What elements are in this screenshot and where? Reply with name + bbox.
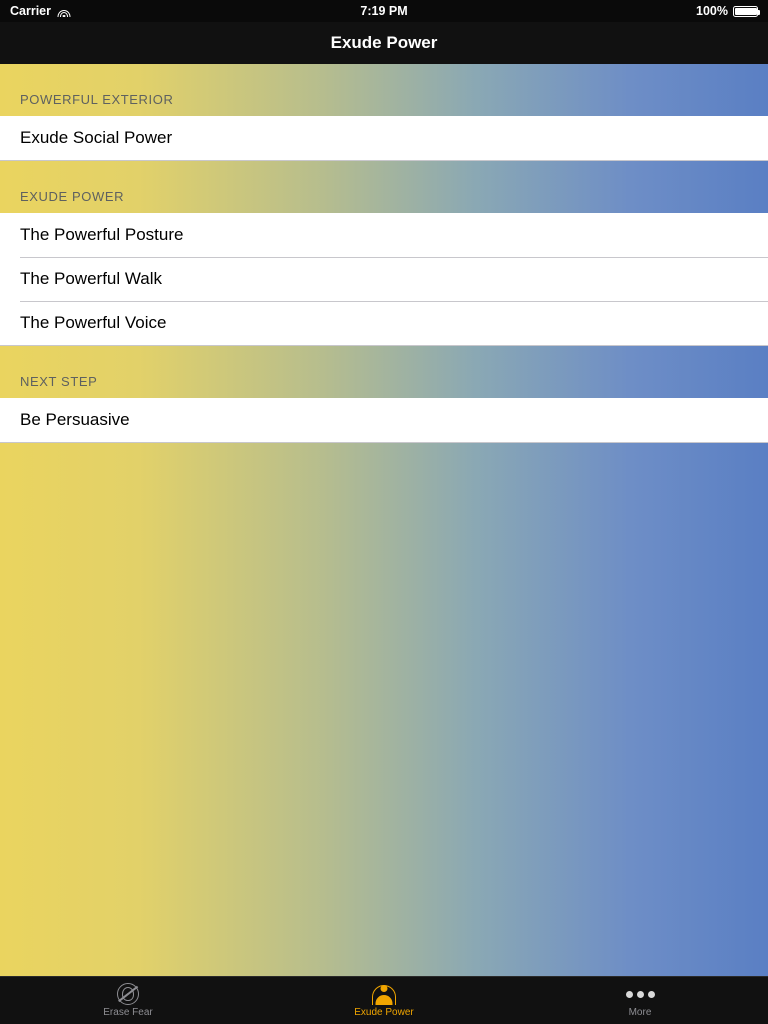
battery-icon <box>733 6 758 17</box>
tab-label: More <box>628 1007 652 1018</box>
exude-power-icon <box>372 983 396 1005</box>
list-item[interactable] <box>0 301 768 345</box>
section-rows <box>0 398 768 443</box>
section-powerful-exterior <box>0 64 768 161</box>
tab-label: Exude Power <box>354 1007 414 1018</box>
tab-more[interactable] <box>512 977 768 1024</box>
section-next-step <box>0 346 768 443</box>
status-bar <box>0 0 768 22</box>
erase-fear-icon <box>117 983 139 1005</box>
list-item-label: The Powerful Walk <box>20 269 163 288</box>
tab-erase-fear[interactable] <box>0 977 256 1024</box>
more-dots-icon <box>626 983 655 1005</box>
page-title: Exude Power <box>330 33 438 52</box>
status-bar-time: 7:19 PM <box>360 4 408 18</box>
wifi-icon <box>57 6 71 17</box>
list-item[interactable] <box>0 398 768 442</box>
list-item[interactable] <box>0 213 768 257</box>
list-item[interactable] <box>0 257 768 301</box>
battery-percent-label: 100% <box>696 4 728 18</box>
tab-bar <box>0 976 768 1024</box>
section-header: NEXT STEP <box>20 374 98 389</box>
status-bar-left <box>10 4 71 18</box>
status-bar-right <box>696 4 758 18</box>
section-header: EXUDE POWER <box>20 189 125 204</box>
tab-exude-power[interactable] <box>256 977 512 1024</box>
section-exude-power <box>0 161 768 346</box>
section-rows <box>0 116 768 161</box>
list-item[interactable] <box>0 116 768 160</box>
list-item-label: The Powerful Posture <box>20 225 184 244</box>
tab-label: Erase Fear <box>103 1007 153 1018</box>
section-header: POWERFUL EXTERIOR <box>20 92 174 107</box>
carrier-label: Carrier <box>10 4 51 18</box>
list-item-label: The Powerful Voice <box>20 313 167 332</box>
navigation-bar <box>0 22 768 64</box>
section-rows <box>0 213 768 346</box>
list-item-label: Exude Social Power <box>20 128 173 147</box>
list-item-label: Be Persuasive <box>20 410 130 429</box>
content-area <box>0 64 768 976</box>
